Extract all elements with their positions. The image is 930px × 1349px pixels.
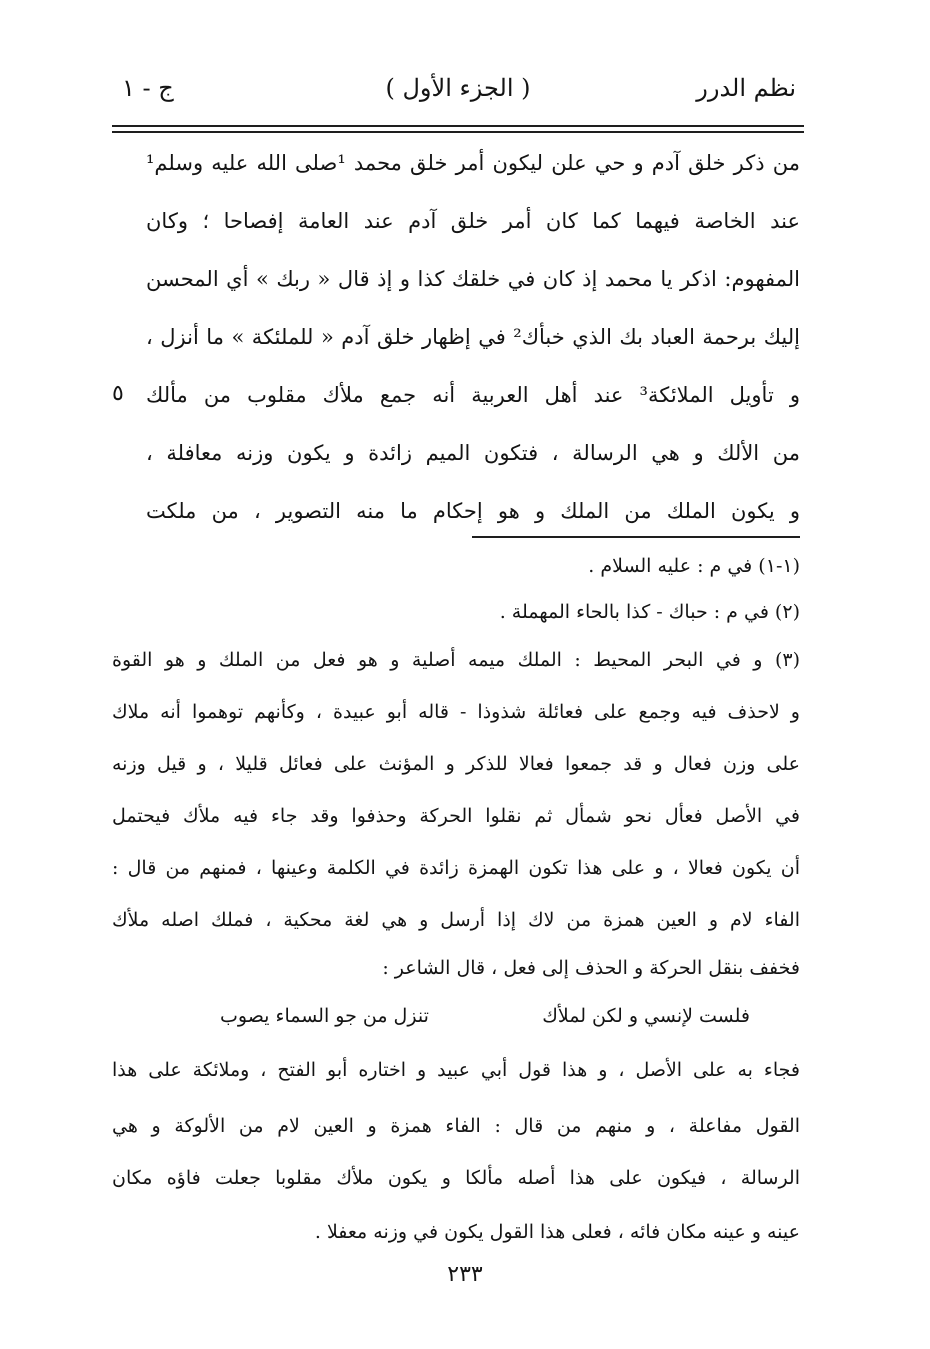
main-text-line: و يكون الملك من الملك و هو إحكام ما منه التصوير ، من ملكت bbox=[146, 499, 800, 523]
header-rule-bottom bbox=[112, 131, 804, 133]
footnote-line: فجاء به على الأصل ، و هذا قول أبي عبيد و اختاره أبو الفتح ، وملائكة على هذا bbox=[112, 1059, 800, 1081]
footnote-line: الفاء لام و العين همزة من لاك إذا أرسل و هي لغة محكية ، فملك اصله ملأك bbox=[112, 909, 800, 931]
main-text-line: من الألك و هي الرسالة ، فتكون الميم زائدة و يكون وزنه معافلة ، bbox=[146, 441, 800, 465]
footnote-line: و لاحذف فيه وجمع على فعائلة شذوذا - قاله أبو عبيدة ، وكأنهم توهموا أنه ملاك bbox=[112, 701, 800, 723]
page-number: ٢٣٣ bbox=[447, 1262, 483, 1287]
footnote-separator bbox=[472, 536, 800, 538]
footnote-line: (٣) و في البحر المحيط : الملك ميمه أصلية و هو فعل من الملك و هو القوة bbox=[112, 649, 800, 671]
footnote-line: في الأصل فعأل نحو شمأل ثم نقلوا الحركة وحذفوا وقد جاء فيه ملأك فيحتمل bbox=[112, 805, 800, 827]
footnote-line: (٢) في م : حباك - كذا بالحاء المهملة . bbox=[499, 601, 800, 623]
footnote-line: (١-١) في م : عليه السلام . bbox=[588, 555, 800, 577]
line-number-marker: ٥ bbox=[112, 381, 124, 406]
footnote-line: فخفف بنقل الحركة و الحذف إلى فعل ، قال الشاعر : bbox=[382, 957, 800, 979]
running-header bbox=[112, 68, 804, 116]
footnote-line: القول مفاعلة ، و منهم من قال : الفاء همزة و العين لام من الألوكة و هي bbox=[112, 1115, 800, 1137]
footnote-line: أن يكون فعالا ، و على هذا تكون الهمزة زائدة في الكلمة وعينها ، فمنهم من قال : bbox=[112, 857, 800, 879]
footnote-line: الرسالة ، فيكون على هذا أصله مألكا و يكون ملأك مقلوبا جعلت فاؤه مكان bbox=[112, 1167, 800, 1189]
volume-label: ج - ١ bbox=[122, 74, 174, 102]
header-rule-top bbox=[112, 125, 804, 127]
main-text-line: عند الخاصة فيهما كما كان أمر خلق آدم عند العامة إفصاحا ؛ وكان bbox=[146, 209, 800, 233]
book-title: نظم الدرر bbox=[696, 74, 796, 102]
footnote-line: على وزن فعال و قد جمعوا فعالا للذكر و المؤنث على فعائل قليلا ، و قيل وزنه bbox=[112, 753, 800, 775]
main-text-line: المفهوم: اذكر يا محمد إذ كان في خلقك كذا و إذ قال « ربك » أي المحسن bbox=[146, 267, 800, 291]
part-label: ( الجزء الأول ) bbox=[385, 74, 531, 102]
main-text-line: و تأويل الملائكة³ عند أهل العربية أنه جمع ملأك مقلوب من مألك bbox=[146, 383, 800, 407]
verse-hemistich-first: فلست لإنسي و لكن لملأك bbox=[542, 1005, 750, 1027]
main-text-line: من ذكر خلق آدم و حي علن ليكون أمر خلق محمد ¹صلى الله عليه وسلم¹ bbox=[146, 151, 800, 175]
verse-hemistich-second: تنزل من جو السماء يصوب bbox=[220, 1005, 429, 1027]
poetry-verse bbox=[220, 990, 750, 1042]
main-text-line: إليك برحمة العباد بك الذي خبأك² في إظهار خلق آدم « للملئكة » ما أنزل ، bbox=[146, 325, 800, 349]
footnote-line: عينه و عينه مكان فائه ، فعلى هذا القول يكون في وزنه معفلا . bbox=[314, 1221, 800, 1243]
